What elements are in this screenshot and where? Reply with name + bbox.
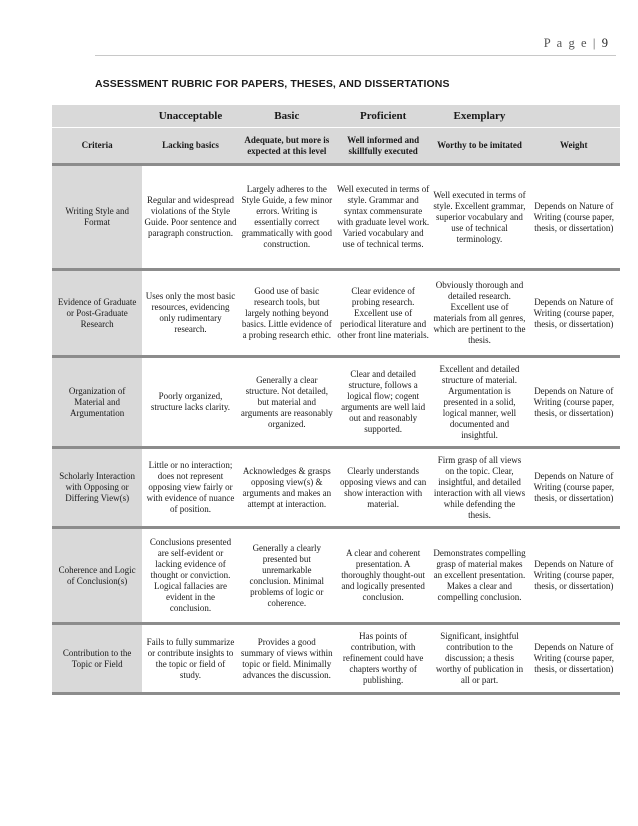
rubric-cell: Regular and widespread violations of the Style Guide. Poor sentence and paragraph construction. xyxy=(142,165,238,270)
rubric-cell: Acknowledges & grasps opposing view(s) & arguments and makes an attempt at interaction. xyxy=(239,448,335,528)
table-row xyxy=(52,448,620,528)
header-level: Basic xyxy=(239,105,335,128)
header-row-levels xyxy=(52,105,620,128)
header-row-descriptions xyxy=(52,128,620,165)
rubric-cell: Obviously thorough and detailed research. Excellent use of materials from all genres, which are pertinent to the thesis. xyxy=(431,270,527,357)
table-row xyxy=(52,357,620,448)
rubric-cell: Good use of basic research tools, but largely nothing beyond basics. Little evidence of a probing research ethic. xyxy=(239,270,335,357)
table-row xyxy=(52,270,620,357)
rubric-cell: Uses only the most basic resources, evidencing only rudimentary research. xyxy=(142,270,238,357)
rubric-cell: Significant, insightful contribution to the discussion; a thesis worthy of publication in all or part. xyxy=(431,624,527,694)
rubric-cell: Clearly understands opposing views and can show interaction with material. xyxy=(335,448,431,528)
criterion-cell: Coherence and Logic of Conclusion(s) xyxy=(52,528,142,624)
page-label: P a g e | xyxy=(543,36,598,50)
rubric-cell: Little or no interaction; does not represent opposing view fairly or with evidence of nuance of position. xyxy=(142,448,238,528)
rubric-cell: Largely adheres to the Style Guide, a few minor errors. Writing is essentially correct grammatically with good construction. xyxy=(239,165,335,270)
criterion-cell: Evidence of Graduate or Post-Graduate Research xyxy=(52,270,142,357)
header-level-desc: Lacking basics xyxy=(142,128,238,165)
rubric-cell: Well executed in terms of style. Grammar and syntax commensurate with graduate level work. Varied vocabulary and use of technical terms. xyxy=(335,165,431,270)
weight-cell: Depends on Nature of Writing (course paper, thesis, or dissertation) xyxy=(528,528,620,624)
rubric-cell: Has points of contribution, with refinement could have chapters worthy of publishing. xyxy=(335,624,431,694)
table-row xyxy=(52,165,620,270)
rubric-cell: A clear and coherent presentation. A thoroughly thought-out and logically presented conclusion. xyxy=(335,528,431,624)
rubric-cell: Generally a clear structure. Not detailed, but material and arguments are reasonably organized. xyxy=(239,357,335,448)
header-level: Unacceptable xyxy=(142,105,238,128)
rubric-cell: Generally a clearly presented but unremarkable conclusion. Minimal problems of logic or coherence. xyxy=(239,528,335,624)
rubric-cell: Clear evidence of probing research. Excellent use of periodical literature and other front line materials. xyxy=(335,270,431,357)
table-row xyxy=(52,528,620,624)
table-row xyxy=(52,624,620,694)
weight-cell: Depends on Nature of Writing (course paper, thesis, or dissertation) xyxy=(528,270,620,357)
criterion-cell: Scholarly Interaction with Opposing or Differing View(s) xyxy=(52,448,142,528)
rubric-cell: Provides a good summary of views within topic or field. Minimally advances the discussion. xyxy=(239,624,335,694)
criteria-header: Criteria xyxy=(52,128,142,165)
criterion-cell: Organization of Material and Argumentation xyxy=(52,357,142,448)
rubric-cell: Clear and detailed structure, follows a logical flow; cogent arguments are well laid out and reasonably supported. xyxy=(335,357,431,448)
header-blank xyxy=(528,105,620,128)
header-level-desc: Adequate, but more is expected at this level xyxy=(239,128,335,165)
criterion-cell: Writing Style and Format xyxy=(52,165,142,270)
header-level: Exemplary xyxy=(431,105,527,128)
rubric-cell: Firm grasp of all views on the topic. Clear, insightful, and detailed interaction with all views while defending the thesis. xyxy=(431,448,527,528)
rubric-cell: Excellent and detailed structure of material. Argumentation is presented in a solid, logical manner, well documented and insightful. xyxy=(431,357,527,448)
rubric-cell: Fails to fully summarize or contribute insights to the topic or field of study. xyxy=(142,624,238,694)
header-level-desc: Worthy to be imitated xyxy=(431,128,527,165)
rubric-cell: Poorly organized, structure lacks clarity. xyxy=(142,357,238,448)
document-title: ASSESSMENT RUBRIC FOR PAPERS, THESES, AND DISSERTATIONS xyxy=(95,78,450,90)
page-header xyxy=(95,36,616,56)
page-number: 9 xyxy=(601,36,608,50)
header-blank xyxy=(52,105,142,128)
rubric-cell: Demonstrates compelling grasp of material makes an excellent presentation. Makes a clear and compelling conclusion. xyxy=(431,528,527,624)
rubric-cell: Well executed in terms of style. Excellent grammar, superior vocabulary and use of technical terminology. xyxy=(431,165,527,270)
header-level-desc: Well informed and skillfully executed xyxy=(335,128,431,165)
weight-cell: Depends on Nature of Writing (course paper, thesis, or dissertation) xyxy=(528,448,620,528)
weight-cell: Depends on Nature of Writing (course paper, thesis, or dissertation) xyxy=(528,165,620,270)
weight-header: Weight xyxy=(528,128,620,165)
header-level: Proficient xyxy=(335,105,431,128)
rubric-cell: Conclusions presented are self-evident or lacking evidence of thought or conviction. Logical fallacies are evident in the conclusion. xyxy=(142,528,238,624)
weight-cell: Depends on Nature of Writing (course paper, thesis, or dissertation) xyxy=(528,624,620,694)
criterion-cell: Contribution to the Topic or Field xyxy=(52,624,142,694)
weight-cell: Depends on Nature of Writing (course paper, thesis, or dissertation) xyxy=(528,357,620,448)
rubric-table xyxy=(52,104,620,695)
